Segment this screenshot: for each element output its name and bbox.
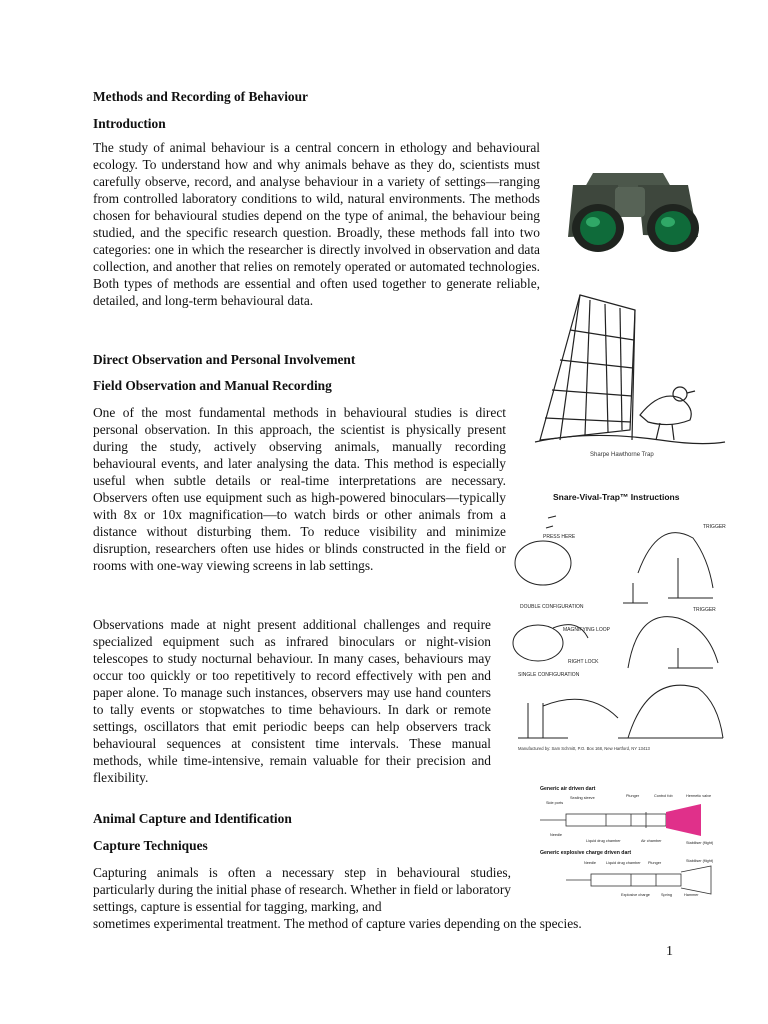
snare-title: Snare-Vival-Trap™ Instructions — [553, 492, 680, 502]
dart2-label-spring: Spring — [661, 893, 672, 897]
dart-label-control: Control fob — [654, 794, 673, 798]
dart2-label-stabiliser: Stabiliser (flight) — [686, 859, 714, 863]
dart-label-side-ports: Side ports — [546, 801, 564, 805]
snare-label-loop: MAGNIFYING LOOP — [563, 627, 610, 633]
section-heading-animal-capture: Animal Capture and Identification — [93, 811, 292, 826]
snare-label-lock: RIGHT LOCK — [568, 659, 599, 665]
dart-label-drug: Liquid drug chamber — [586, 839, 621, 843]
dart2-label-needle: Needle — [584, 861, 597, 865]
dart-label-valve: Hermetic valve — [686, 794, 712, 798]
net-trap-illustration — [530, 290, 730, 460]
net-trap-caption: Sharpe Hawthorne Trap — [590, 452, 654, 458]
document-title: Methods and Recording of Behaviour — [93, 89, 309, 104]
dart-title-explosive: Generic explosive charge driven dart — [540, 850, 632, 856]
page-number: 1 — [666, 944, 673, 959]
section-heading-introduction: Introduction — [93, 116, 166, 131]
snare-label-single: SINGLE CONFIGURATION — [518, 672, 580, 678]
dart-label-plunger: Plunger — [626, 794, 640, 798]
snare-trap-instructions-figure — [508, 488, 740, 770]
subheading-field-observation: Field Observation and Manual Recording — [93, 378, 332, 393]
capture-paragraph-a: Capturing animals is often a necessary step in behavioural studies, particularly during the initial phase of research. Whether in field or laboratory settings, capture is essential for tagging, marking, and — [93, 865, 511, 914]
introduction-paragraph-a: The study of animal behaviour is a central concern in ethology and behavioural ecology. To understand how and why animals behave as they do, scientists must carefully observe, record, and analyse behaviour in a variety of settings—ranging from controlled laboratory conditions to wild, natural environments. The methods chosen for behavioural studies depend on the type of animal, the behaviour being studied, and the specific research question. Broadly, these methods fall into two categories: one in which the researcher is directly involved in observation and data collection, and another that relies on remotely operated or automated technologies. Both types of methods are essential and often used together to generate reliable, detailed, and long-term behavioural data. — [93, 140, 540, 308]
dart-label-sealing: Sealing sleeve — [570, 796, 595, 800]
dart-diagram-figure — [536, 782, 732, 900]
dart-title-air: Generic air driven dart — [540, 786, 596, 792]
snare-label-double: DOUBLE CONFIGURATION — [520, 604, 584, 610]
field-observation-paragraph: One of the most fundamental methods in behavioural studies is direct personal observation. In this approach, the scientist is physically present during the study, actively observing animals, manually recording behavioural events, and later analysing the data. This method is especially useful when subtle details or real-time interpretations are necessary. Observers often use equipment such as high-powered binoculars—typically with 8x or 10x magnification—to watch birds or other animals from a distance without disturbing them. To reduce visibility and minimize disruption, researchers often use hides or blinds constructed in the field or rooms with one-way viewing screens in lab settings. — [93, 405, 506, 573]
dart-label-stabiliser: Stabiliser (flight) — [686, 841, 714, 845]
dart2-label-hammer: Hammer — [684, 893, 699, 897]
capture-paragraph-b: sometimes experimental treatment. The method of capture varies depending on the species. — [93, 916, 582, 931]
snare-label-trigger-1: TRIGGER — [703, 524, 726, 530]
dart2-label-charge: Explosive charge — [621, 893, 650, 897]
binoculars-image — [553, 165, 718, 260]
dart-label-needle: Needle — [550, 833, 563, 837]
dart2-label-drug: Liquid drug chamber — [606, 861, 641, 865]
night-observation-paragraph: Observations made at night present additional challenges and require specialized equipment such as infrared binoculars or night-vision telescopes to study nocturnal behaviour. In many cases, behaviours may occur too quickly or too repetitively to record effectively with pen and paper alone. To manage such instances, observers may use hand counters to tally events or stopwatches to time behaviours. In dark or remote settings, oscillators that emit periodic beeps can help observers track behavioural sequences at consistent time intervals. These manual methods, while time-intensive, remain valuable for their precision and flexibility. — [93, 617, 491, 785]
snare-footer: Manufactured by: Sam Schmitt, P.O. Box 168, New Hartford, NY 13413 — [518, 746, 650, 751]
dart2-label-plunger: Plunger — [648, 861, 662, 865]
section-heading-direct-observation: Direct Observation and Personal Involvement — [93, 352, 356, 367]
subheading-capture-techniques: Capture Techniques — [93, 838, 208, 853]
snare-label-trigger-2: TRIGGER — [693, 607, 716, 613]
snare-label-press: PRESS HERE — [543, 534, 576, 540]
dart-label-air: Air chamber — [641, 839, 662, 843]
